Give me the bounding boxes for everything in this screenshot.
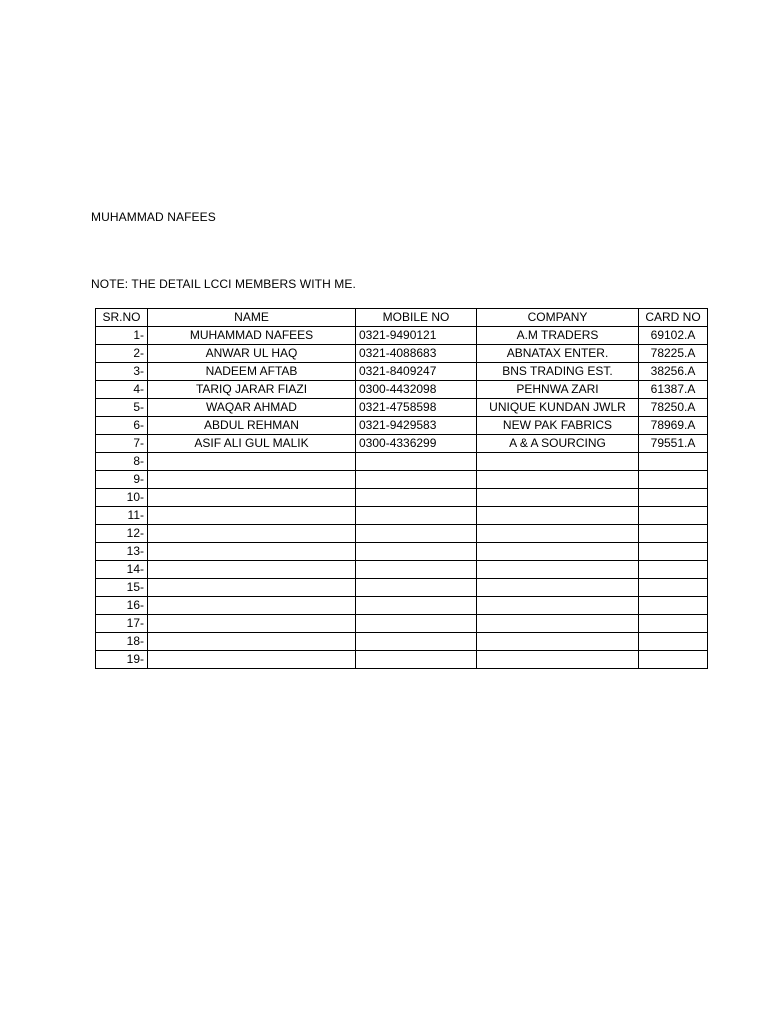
cell-sr-no: 13-: [96, 543, 148, 561]
cell-card-no: [639, 615, 708, 633]
cell-card-no: [639, 543, 708, 561]
cell-mobile-no: [356, 489, 477, 507]
cell-sr-no: 8-: [96, 453, 148, 471]
header-sr-no: SR.NO: [96, 309, 148, 327]
table-row: [96, 417, 708, 435]
cell-company: [477, 471, 639, 489]
cell-card-no: 69102.A: [639, 327, 708, 345]
cell-name: [148, 507, 356, 525]
cell-company: [477, 633, 639, 651]
cell-card-no: 61387.A: [639, 381, 708, 399]
cell-company: [477, 597, 639, 615]
table-row: [96, 579, 708, 597]
cell-name: TARIQ JARAR FIAZI: [148, 381, 356, 399]
cell-sr-no: 18-: [96, 633, 148, 651]
cell-sr-no: 2-: [96, 345, 148, 363]
cell-card-no: 78250.A: [639, 399, 708, 417]
cell-sr-no: 9-: [96, 471, 148, 489]
cell-card-no: 78225.A: [639, 345, 708, 363]
cell-mobile-no: [356, 597, 477, 615]
cell-company: UNIQUE KUNDAN JWLR: [477, 399, 639, 417]
cell-sr-no: 3-: [96, 363, 148, 381]
table-row: [96, 453, 708, 471]
cell-mobile-no: 0300-4336299: [356, 435, 477, 453]
cell-mobile-no: [356, 615, 477, 633]
cell-mobile-no: [356, 471, 477, 489]
table-header-row: [96, 309, 708, 327]
cell-sr-no: 11-: [96, 507, 148, 525]
cell-sr-no: 19-: [96, 651, 148, 669]
cell-card-no: [639, 507, 708, 525]
table-row: [96, 525, 708, 543]
cell-name: WAQAR AHMAD: [148, 399, 356, 417]
cell-mobile-no: [356, 507, 477, 525]
cell-card-no: [639, 651, 708, 669]
table-row: [96, 435, 708, 453]
cell-name: [148, 561, 356, 579]
cell-mobile-no: 0300-4432098: [356, 381, 477, 399]
cell-card-no: 78969.A: [639, 417, 708, 435]
cell-mobile-no: [356, 579, 477, 597]
table-row: [96, 507, 708, 525]
cell-name: NADEEM AFTAB: [148, 363, 356, 381]
cell-card-no: [639, 525, 708, 543]
cell-name: MUHAMMAD NAFEES: [148, 327, 356, 345]
cell-card-no: [639, 597, 708, 615]
cell-company: [477, 507, 639, 525]
cell-name: [148, 615, 356, 633]
header-name: NAME: [148, 309, 356, 327]
cell-sr-no: 12-: [96, 525, 148, 543]
cell-mobile-no: [356, 453, 477, 471]
cell-mobile-no: 0321-4758598: [356, 399, 477, 417]
author-name: MUHAMMAD NAFEES: [91, 210, 216, 224]
table-row: [96, 597, 708, 615]
table-row: [96, 345, 708, 363]
cell-sr-no: 1-: [96, 327, 148, 345]
cell-sr-no: 16-: [96, 597, 148, 615]
cell-name: [148, 471, 356, 489]
cell-mobile-no: [356, 543, 477, 561]
cell-mobile-no: [356, 561, 477, 579]
cell-sr-no: 15-: [96, 579, 148, 597]
cell-card-no: [639, 561, 708, 579]
cell-card-no: [639, 471, 708, 489]
header-card-no: CARD NO: [639, 309, 708, 327]
table-row: [96, 651, 708, 669]
header-company: COMPANY: [477, 309, 639, 327]
cell-name: [148, 453, 356, 471]
cell-name: ABDUL REHMAN: [148, 417, 356, 435]
cell-sr-no: 10-: [96, 489, 148, 507]
table-row: [96, 381, 708, 399]
cell-company: A.M TRADERS: [477, 327, 639, 345]
cell-company: NEW PAK FABRICS: [477, 417, 639, 435]
cell-sr-no: 4-: [96, 381, 148, 399]
note-text: NOTE: THE DETAIL LCCI MEMBERS WITH ME.: [91, 277, 356, 291]
cell-sr-no: 5-: [96, 399, 148, 417]
cell-company: [477, 543, 639, 561]
cell-company: BNS TRADING EST.: [477, 363, 639, 381]
table-body: [96, 327, 708, 669]
cell-sr-no: 7-: [96, 435, 148, 453]
cell-sr-no: 17-: [96, 615, 148, 633]
cell-mobile-no: [356, 525, 477, 543]
table-row: [96, 615, 708, 633]
cell-mobile-no: [356, 633, 477, 651]
table-row: [96, 327, 708, 345]
cell-company: [477, 579, 639, 597]
table-row: [96, 543, 708, 561]
members-table: [95, 308, 708, 669]
cell-name: ANWAR UL HAQ: [148, 345, 356, 363]
cell-mobile-no: 0321-9490121: [356, 327, 477, 345]
cell-company: [477, 489, 639, 507]
table-row: [96, 399, 708, 417]
header-mobile-no: MOBILE NO: [356, 309, 477, 327]
cell-name: [148, 633, 356, 651]
cell-name: [148, 651, 356, 669]
table-row: [96, 561, 708, 579]
cell-company: [477, 561, 639, 579]
cell-name: [148, 597, 356, 615]
cell-card-no: [639, 489, 708, 507]
cell-card-no: 79551.A: [639, 435, 708, 453]
cell-company: ABNATAX ENTER.: [477, 345, 639, 363]
cell-name: ASIF ALI GUL MALIK: [148, 435, 356, 453]
cell-mobile-no: [356, 651, 477, 669]
cell-company: [477, 525, 639, 543]
table-row: [96, 471, 708, 489]
cell-sr-no: 6-: [96, 417, 148, 435]
cell-company: [477, 615, 639, 633]
cell-mobile-no: 0321-8409247: [356, 363, 477, 381]
cell-card-no: [639, 453, 708, 471]
cell-company: A & A SOURCING: [477, 435, 639, 453]
cell-name: [148, 489, 356, 507]
table-row: [96, 633, 708, 651]
cell-sr-no: 14-: [96, 561, 148, 579]
cell-mobile-no: 0321-4088683: [356, 345, 477, 363]
cell-mobile-no: 0321-9429583: [356, 417, 477, 435]
cell-card-no: [639, 633, 708, 651]
cell-company: [477, 453, 639, 471]
cell-name: [148, 543, 356, 561]
table-row: [96, 363, 708, 381]
cell-card-no: 38256.A: [639, 363, 708, 381]
cell-name: [148, 579, 356, 597]
cell-company: PEHNWA ZARI: [477, 381, 639, 399]
cell-company: [477, 651, 639, 669]
cell-card-no: [639, 579, 708, 597]
table-row: [96, 489, 708, 507]
cell-name: [148, 525, 356, 543]
